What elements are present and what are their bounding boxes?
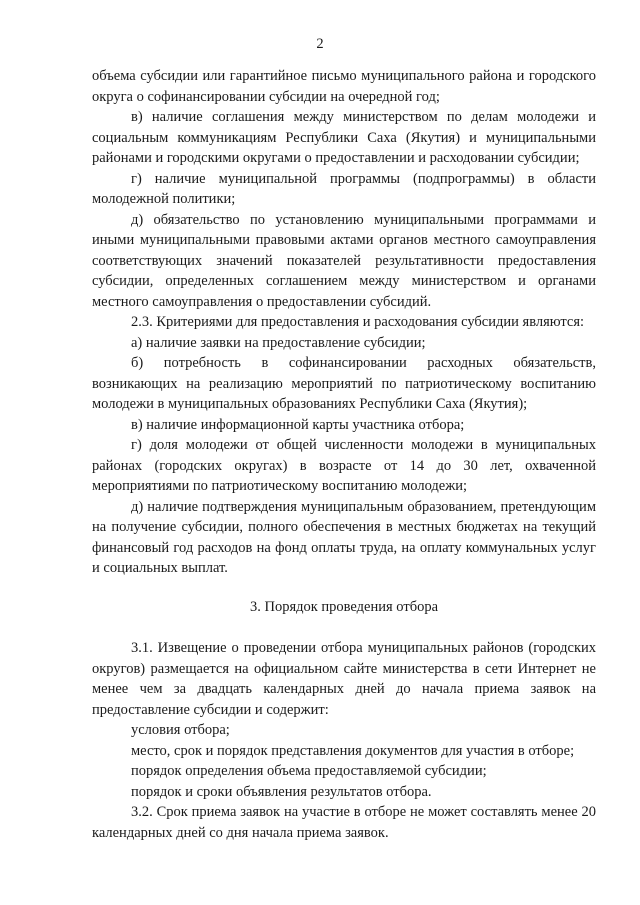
criteria-item-g: г) доля молодежи от общей численности молодежи в муниципальных районах (городских округах) в возрасте от 14 до 30 лет, охваченной мероприятиями по патриотическому воспитанию молодежи; <box>92 437 596 494</box>
list-item-place-term: место, срок и порядок представления документов для участия в отборе; <box>131 742 575 759</box>
criteria-item-d: д) наличие подтверждения муниципальным образованием, претендующим на получение субсидии, полного обеспечения в местных бюджетах на текущий финансовый год расходов на фонд оплаты труда, на оплату коммунальных услуг и социальных выплат. <box>92 498 596 576</box>
criteria-item-v: в) наличие информационной карты участника отбора; <box>131 416 465 433</box>
document-body <box>92 66 596 843</box>
paragraph-item-v: в) наличие соглашения между министерством по делам молодежи и социальным коммуникациям Республики Саха (Якутия) и муниципальными районами и городскими округами о предоставлении и расходовании субсидии; <box>92 109 596 166</box>
paragraph-2-3: 2.3. Критериями для предоставления и расходования субсидии являются: <box>131 314 585 330</box>
paragraph-3-1: 3.1. Извещение о проведении отбора муниципальных районов (городских округов) размещается на официальном сайте министерства в сети Интернет не менее чем за двадцать календарных дней до начала приема заявок на предоставление субсидии и содержит: <box>92 640 596 718</box>
paragraph-item-g: г) наличие муниципальной программы (подпрограммы) в области молодежной политики; <box>92 170 596 207</box>
criteria-item-a: а) наличие заявки на предоставление субсидии; <box>131 334 426 351</box>
list-item-results: порядок и сроки объявления результатов отбора. <box>131 783 432 800</box>
paragraph: объема субсидии или гарантийное письмо муниципального района и городского округа о софинансировании субсидии на очередной год; <box>92 68 596 105</box>
page-number: 2 <box>316 36 324 52</box>
section-heading: 3. Порядок проведения отбора <box>249 598 439 615</box>
criteria-item-b: б) потребность в софинансировании расходных обязательств, возникающих на реализацию мероприятий по патриотическому воспитанию молодежи в муниципальных образованиях Республики Саха (Якутия); <box>92 355 596 412</box>
paragraph-item-d: д) обязательство по установлению муниципальными программами и иными муниципальными правовыми актами органов местного самоуправления соответствующих значений показателей результативности предоставления субсидии, определенных соглашением между министерством и органами местного самоуправления о предоставлении субсидий. <box>92 211 596 310</box>
paragraph-3-2: 3.2. Срок приема заявок на участие в отборе не может составлять менее 20 календарных дней со дня начала приема заявок. <box>92 804 596 841</box>
list-item-conditions: условия отбора; <box>131 722 230 738</box>
list-item-volume: порядок определения объема предоставляемой субсидии; <box>131 763 487 779</box>
